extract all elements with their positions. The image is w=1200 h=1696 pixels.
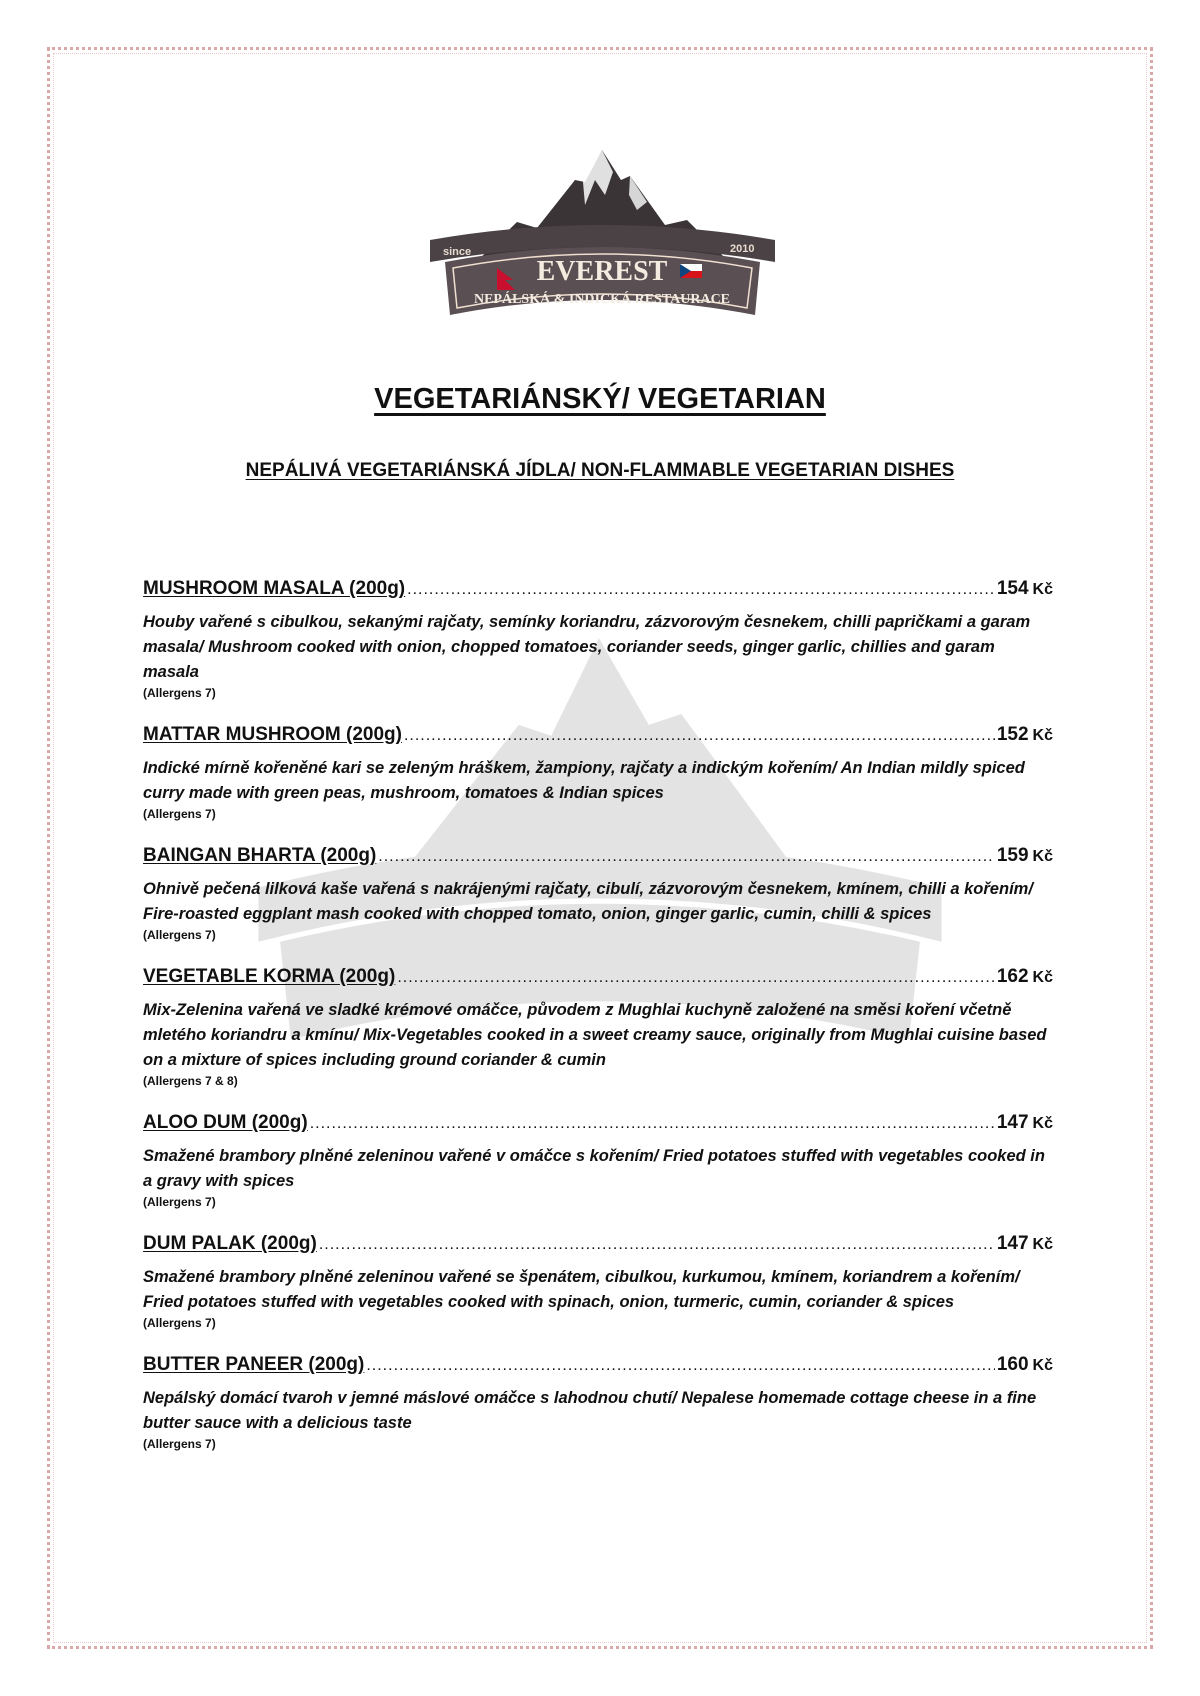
item-leader-dots [407, 581, 995, 599]
item-allergens: (Allergens 7) [143, 1316, 216, 1330]
item-currency: Kč [1032, 581, 1053, 598]
menu-item [143, 1354, 1053, 1451]
item-description: Indické mírně kořeněné kari se zeleným hráškem, žampiony, rajčaty a indickým kořením/ An Indian mildly spiced curry made with green peas, mushroom, tomatoes & Indian spices [143, 759, 1025, 802]
menu-item [143, 724, 1053, 821]
item-currency: Kč [1032, 848, 1053, 865]
item-name: MUSHROOM MASALA (200g) [143, 578, 406, 599]
item-description: Smažené brambory plněné zeleninou vařené se špenátem, cibulkou, kurkumou, kmínem, koriandrem a kořením/ Fried potatoes stuffed with vegetables cooked with spinach, onion, turmeric, cumin, coriander & spices [143, 1268, 1020, 1311]
item-leader-dots [310, 1115, 995, 1133]
item-allergens: (Allergens 7) [143, 928, 216, 942]
item-currency: Kč [1032, 1115, 1053, 1132]
item-name: MATTAR MUSHROOM (200g) [143, 724, 402, 745]
item-leader-dots [366, 1357, 995, 1375]
item-price: 152 [996, 724, 1029, 745]
item-price: 154 [996, 578, 1029, 599]
menu-item [143, 1112, 1053, 1209]
item-description: Mix-Zelenina vařená ve sladké krémové omáčce, původem z Mughlai kuchyně založené na směsi koření včetně mletého koriandru a kmínu/ Mix-Vegetables cooked in a sweet creamy sauce, originally from Mughlai cuisine based on a mixture of spices including ground coriander & cumin [143, 1001, 1047, 1069]
item-description: Smažené brambory plněné zeleninou vařené v omáčce s kořením/ Fried potatoes stuffed with vegetables cooked in a gravy with spices [143, 1147, 1045, 1190]
menu-item [143, 845, 1053, 942]
logo-tagline: NEPÁLSKÁ & INDICKÁ RESTAURACE [473, 292, 731, 307]
item-name: VEGETABLE KORMA (200g) [143, 966, 396, 987]
menu-list [143, 578, 1053, 1475]
item-name: ALOO DUM (200g) [143, 1112, 308, 1133]
item-currency: Kč [1032, 969, 1053, 986]
logo-name: EVEREST [536, 256, 668, 287]
item-price: 160 [996, 1354, 1029, 1375]
item-description: Houby vařené s cibulkou, sekanými rajčaty, semínky koriandru, zázvorovým česnekem, chilli papričkami a garam masala/ Mushroom cooked with onion, chopped tomatoes, coriander seeds, ginger garlic, chillies and garam masala [143, 613, 1031, 681]
page-subtitle: NEPÁLIVÁ VEGETARIÁNSKÁ JÍDLA/ NON-FLAMMABLE VEGETARIAN DISHES [245, 460, 955, 481]
item-leader-dots [378, 848, 995, 866]
menu-item [143, 578, 1053, 700]
item-name: BUTTER PANEER (200g) [143, 1354, 365, 1375]
item-name: DUM PALAK (200g) [143, 1233, 317, 1254]
item-price: 159 [996, 845, 1029, 866]
item-allergens: (Allergens 7) [143, 807, 216, 821]
item-currency: Kč [1032, 1357, 1053, 1374]
item-leader-dots [319, 1236, 995, 1254]
item-price: 147 [996, 1112, 1029, 1133]
item-allergens: (Allergens 7) [143, 1437, 216, 1451]
everest-logo [425, 150, 780, 350]
logo-since: since [443, 246, 472, 258]
item-description: Ohnivě pečená lilková kaše vařená s nakrájenými rajčaty, cibulí, zázvorovým česnekem, kmínem, chilli a kořením/ Fire-roasted eggplant mash cooked with chopped tomato, onion, ginger garlic, cumin, chilli & spices [143, 880, 1033, 923]
item-allergens: (Allergens 7 & 8) [143, 1074, 238, 1088]
item-leader-dots [404, 727, 995, 745]
page-title: VEGETARIÁNSKÝ/ VEGETARIAN [374, 383, 826, 415]
item-allergens: (Allergens 7) [143, 1195, 216, 1209]
menu-item [143, 1233, 1053, 1330]
logo-year: 2010 [730, 243, 755, 255]
item-name: BAINGAN BHARTA (200g) [143, 845, 377, 866]
item-price: 162 [996, 966, 1029, 987]
item-price: 147 [996, 1233, 1029, 1254]
czech-flag-icon [680, 264, 702, 278]
item-currency: Kč [1032, 727, 1053, 744]
item-currency: Kč [1032, 1236, 1053, 1253]
menu-item [143, 966, 1053, 1088]
item-allergens: (Allergens 7) [143, 686, 216, 700]
item-leader-dots [397, 969, 995, 987]
item-description: Nepálský domácí tvaroh v jemné máslové omáčce s lahodnou chutí/ Nepalese homemade cottage cheese in a fine butter sauce with a delicious taste [143, 1389, 1037, 1432]
